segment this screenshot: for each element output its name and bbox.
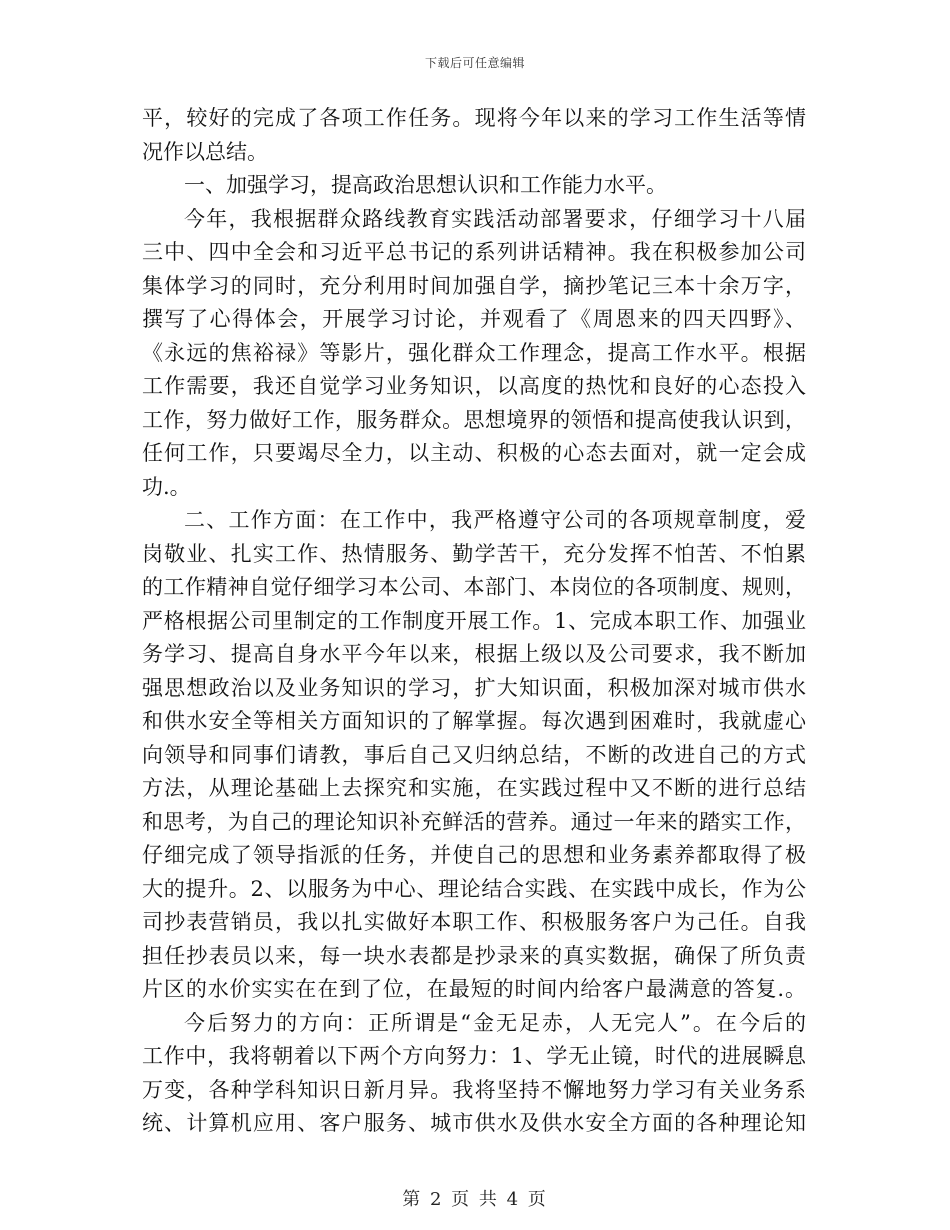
text-line: 任何工作，只要竭尽全力，以主动、积极的心态去面对，就一定会成 (142, 441, 806, 465)
text-line: 片区的水价实实在在到了位，在最短的时间内给客户最满意的答复.。 (142, 977, 806, 1001)
text-line: 集体学习的同时，充分利用时间加强自学，摘抄笔记三本十余万字， (142, 273, 806, 298)
text-line: 工作需要，我还自觉学习业务知识，以高度的热忱和良好的心态投入 (142, 374, 806, 398)
text-line: 今后努力的方向：正所谓是“金无足赤，人无完人”。在今后的 (184, 1010, 806, 1035)
text-line: 大的提升。2、以服务为中心、理论结合实践、在实践中成长，作为公 (142, 876, 806, 901)
text-line: 一、加强学习，提高政治思想认识和工作能力水平。 (184, 173, 667, 197)
text-line: 严格根据公司里制定的工作制度开展工作。1、完成本职工作、加强业 (142, 608, 806, 633)
text-line: 务学习、提高自身水平今年以来，根据上级以及公司要求，我不断加 (142, 642, 806, 666)
text-line: 况作以总结。 (142, 139, 268, 164)
text-line: 岗敬业、扎实工作、热情服务、勤学苦干，充分发挥不怕苦、不怕累 (142, 541, 806, 566)
text-line: 司抄表营销员，我以扎实做好本职工作、积极服务客户为己任。自我 (142, 910, 806, 934)
text-line: 撰写了心得体会，开展学习讨论，并观看了《周恩来的四天四野》、 (142, 307, 806, 331)
page-footer: 第 2 页 共 4 页 (402, 1189, 548, 1210)
text-line: 和供水安全等相关方面知识的了解掌握。每次遇到困难时，我就虚心 (142, 709, 806, 733)
text-line: 功.。 (142, 474, 191, 499)
text-line: 三中、四中全会和习近平总书记的系列讲话精神。我在积极参加公司 (142, 240, 806, 264)
text-line: 和思考，为自己的理论知识补充鲜活的营养。通过一年来的踏实工作， (142, 809, 806, 834)
text-line: 二、工作方面：在工作中，我严格遵守公司的各项规章制度，爱 (184, 508, 806, 532)
text-line: 《永远的焦裕禄》等影片，强化群众工作理念，提高工作水平。根据 (142, 340, 806, 365)
text-line: 强思想政治以及业务知识的学习，扩大知识面，积极加深对城市供水 (142, 675, 806, 700)
text-line: 万变，各种学科知识日新月异。我将坚持不懈地努力学习有关业务系 (142, 1077, 806, 1102)
text-line: 工作中，我将朝着以下两个方向努力：1、学无止镜，时代的进展瞬息 (142, 1044, 806, 1068)
document-body (142, 102, 806, 1141)
text-line: 担任抄表员以来，每一块水表都是抄录来的真实数据，确保了所负责 (142, 943, 806, 968)
text-line: 的工作精神自觉仔细学习本公司、本部门、本岗位的各项制度、规则， (142, 575, 806, 599)
text-line: 方法，从理论基础上去探究和实施，在实践过程中又不断的进行总结 (142, 776, 806, 800)
text-line: 平，较好的完成了各项工作任务。现将今年以来的学习工作生活等情 (142, 106, 806, 130)
text-line: 今年，我根据群众路线教育实践活动部署要求，仔细学习十八届 (184, 206, 806, 231)
text-line: 工作，努力做好工作，服务群众。思想境界的领悟和提高使我认识到， (142, 407, 806, 432)
text-line: 统、计算机应用、客户服务、城市供水及供水安全方面的各种理论知 (142, 1111, 806, 1135)
text-line: 向领导和同事们请教，事后自己又归纳总结，不断的改进自己的方式 (142, 742, 806, 767)
text-line: 仔细完成了领导指派的任务，并使自己的思想和业务素养都取得了极 (142, 843, 806, 867)
page-header: 下载后可任意编辑 (424, 56, 525, 70)
